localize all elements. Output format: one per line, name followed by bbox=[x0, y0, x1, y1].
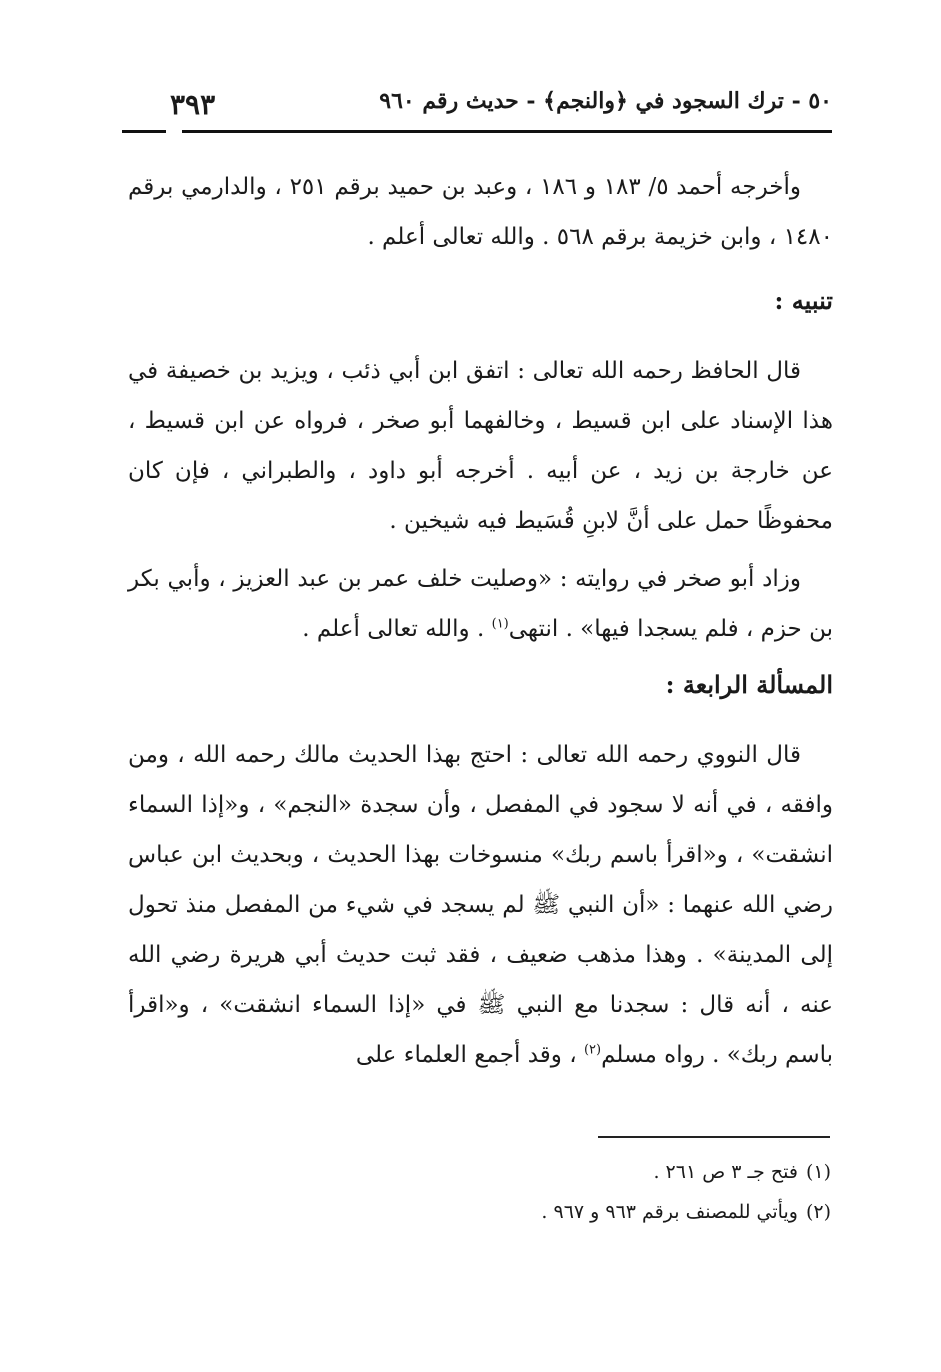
footnote-number: (١) bbox=[805, 1161, 831, 1183]
paragraph-takhrij: وأخرجه أحمد ٥/ ١٨٣ و ١٨٦ ، وعبد بن حميد برقم ٢٥١ ، والدارمي برقم ١٤٨٠ ، وابن خزيمة برقم ٥٦٨ . والله تعالى أعلم . bbox=[128, 174, 833, 250]
main-text bbox=[128, 162, 833, 1080]
running-header bbox=[122, 88, 832, 140]
footnote-ref-2: (٢) bbox=[583, 1042, 602, 1058]
footnote-item bbox=[126, 1192, 831, 1232]
footnote-ref-1: (١) bbox=[491, 616, 509, 632]
paragraph-hafiz: قال الحافظ رحمه الله تعالى : اتفق ابن أبي ذئب ، ويزيد بن خصيفة في هذا الإسناد على ابن قسيط ، وخالفهما أبو صخر ، فرواه عن ابن قسيط ، عن خارجة بن زيد ، عن أبيه . أخرجه أبو داود ، والطبراني ، فإن كان محفوظًا حمل على أنَّ لابنِ قُسَيط فيه شيخين . bbox=[128, 358, 833, 534]
footnote-text: ويأتي للمصنف برقم ٩٦٣ و ٩٦٧ . bbox=[541, 1201, 798, 1223]
heading-masala-rabia: المسألة الرابعة : bbox=[665, 670, 833, 699]
paragraph-abu-sakhr-end: . والله تعالى أعلم . bbox=[302, 616, 492, 642]
paragraph-abu-sakhr-text: وزاد أبو صخر في روايته : «وصليت خلف عمر بن عبد العزيز ، وأبي بكر بن حزم ، فلم يسجدا فيها» . انتهى bbox=[128, 566, 833, 642]
header-rule-gap bbox=[166, 128, 182, 135]
paragraph-nawawi-end: ، وقد أجمع العلماء على bbox=[355, 1042, 584, 1068]
footnote-rule bbox=[598, 1136, 830, 1138]
footnote-number: (٢) bbox=[805, 1201, 831, 1223]
footnotes bbox=[126, 1152, 831, 1232]
paragraph-abu-sakhr bbox=[128, 554, 833, 654]
footnote-item bbox=[126, 1152, 831, 1192]
page-number: ٣٩٣ bbox=[170, 88, 216, 121]
heading-tanbih: تنبيه : bbox=[774, 286, 833, 315]
paragraph-nawawi bbox=[128, 730, 833, 1080]
paragraph-nawawi-text: قال النووي رحمه الله تعالى : احتج بهذا الحديث مالك رحمه الله ، ومن وافقه ، في أنه لا سجود في المفصل ، وأن سجدة «النجم» ، و«إذا السماء انشقت» ، و«اقرأ باسم ربك» منسوخات بهذا الحديث ، وبحديث ابن عباس رضي الله عنهما : «أن النبي ﷺ لم يسجد في شيء من المفصل منذ تحول إلى المدينة» . وهذا مذهب ضعيف ، فقد ثبت حديث أبي هريرة رضي الله عنه ، أنه قال : سجدنا مع النبي ﷺ في «إذا السماء انشقت» ، و«اقرأ باسم ربك» . رواه مسلم bbox=[128, 742, 833, 1068]
header-rule bbox=[122, 130, 832, 133]
footnote-text: فتح جـ ٣ ص ٢٦١ . bbox=[653, 1161, 798, 1183]
header-title: ٥٠ - ترك السجود في ﴿والنجم﴾ - حديث رقم ٩٦٠ bbox=[379, 88, 832, 114]
